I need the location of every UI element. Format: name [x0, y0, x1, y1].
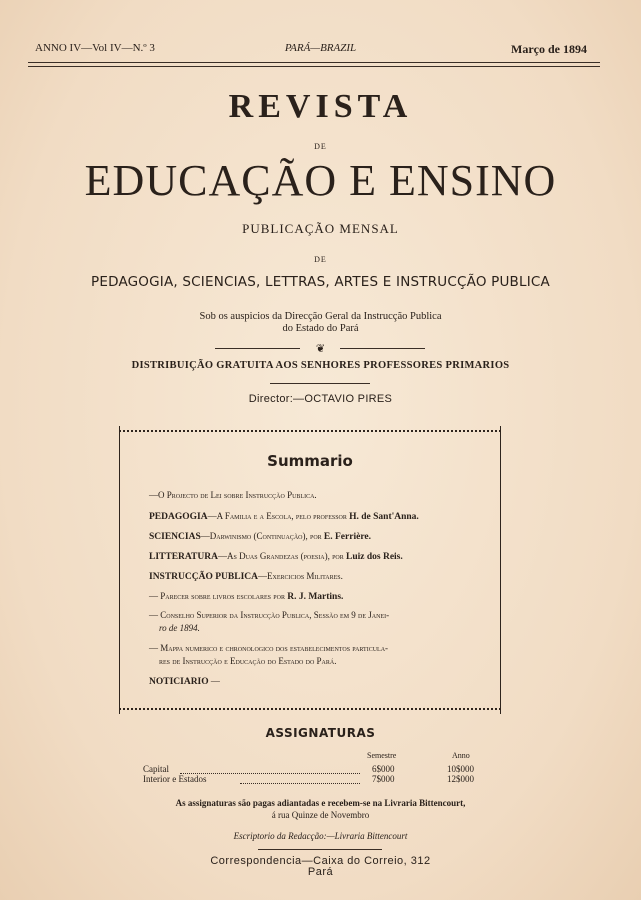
summary-item: NOTICIARIO — — [149, 676, 220, 687]
issue-info: ANNO IV—Vol IV—N.º 3 — [35, 42, 155, 54]
summary-title: Summario — [267, 452, 353, 470]
distribution-notice: DISTRIBUIÇÃO GRATUITA AOS SENHORES PROFESSORES PRIMARIOS — [131, 360, 510, 371]
price-row-place: Capital — [143, 764, 169, 774]
ornament-icon: ❦ — [315, 342, 326, 355]
price-year: 12$000 — [447, 774, 474, 784]
header-rule-bottom — [28, 66, 600, 67]
summary-item: INSTRUCÇÃO PUBLICA—Exercicios Militares. — [149, 571, 343, 582]
title-revista: REVISTA — [228, 88, 413, 125]
ornament-rule-right — [340, 348, 425, 349]
price-year: 10$000 — [447, 764, 474, 774]
price-semester: 7$000 — [372, 774, 395, 784]
price-row-leader — [180, 773, 360, 774]
summary-item: PEDAGOGIA—A Familia e a Escola, pelo professor H. de Sant'Anna. — [149, 511, 419, 522]
col-semester: Semestre — [367, 751, 397, 760]
de-connector-2: DE — [314, 255, 327, 264]
distribution-rule — [270, 383, 370, 384]
title-educacao-ensino: EDUCAÇÃO E ENSINO — [84, 156, 557, 205]
subscription-note-2: á rua Quinze de Novembro — [271, 810, 370, 820]
summary-item: —O Projecto de Lei sobre Instrucção Publica. — [149, 490, 317, 500]
office-rule — [258, 849, 382, 850]
header-rule-top — [28, 62, 600, 63]
subjects-line: PEDAGOGIA, SCIENCIAS, LETTRAS, ARTES E INSTRUCÇÃO PUBLICA — [91, 274, 550, 290]
price-semester: 6$000 — [372, 764, 395, 774]
location: PARÁ—BRAZIL — [284, 42, 357, 54]
summary-item: — Mappa numerico e chronologico dos estabelecimentos particula- — [149, 643, 389, 653]
editorial-office: Escriptorio da Redacção:—Livraria Bittencourt — [233, 831, 408, 841]
summary-item: ro de 1894. — [159, 623, 200, 633]
auspices-line-2: do Estado do Pará — [282, 323, 359, 334]
price-row-place: Interior e Estados — [143, 774, 207, 784]
correspondence-line-1: Correspondencia—Caixa do Correio, 312 — [210, 855, 431, 867]
price-row-leader — [240, 783, 360, 784]
de-connector-1: DE — [314, 142, 327, 151]
subscription-note-1: As assignaturas são pagas adiantadas e recebem-se na Livraria Bittencourt, — [175, 798, 466, 808]
summary-item: res de Instrucção e Educação do Estado do Pará. — [159, 656, 337, 666]
summary-item: — Conselho Superior da Instrucção Publica, Sessão em 9 de Janei- — [149, 610, 390, 620]
auspices-line-1: Sob os auspicios da Direcção Geral da Instrucção Publica — [199, 311, 442, 322]
publication-type: PUBLICAÇÃO MENSAL — [242, 221, 399, 236]
summary-item: SCIENCIAS—Darwinismo (Continuação), por E. Ferrière. — [149, 531, 371, 542]
correspondence-line-2: Pará — [307, 866, 334, 878]
issue-date: Março de 1894 — [511, 42, 587, 56]
director-line: Director:—OCTAVIO PIRES — [248, 393, 393, 405]
summary-box — [119, 430, 501, 710]
summary-item: — Parecer sobre livros escolares por R. J. Martins. — [149, 591, 344, 602]
col-year: Anno — [452, 751, 470, 760]
subscriptions-title: ASSIGNATURAS — [265, 726, 376, 740]
summary-item: LITTERATURA—As Duas Grandezas (poesia), por Luiz dos Reis. — [149, 551, 403, 562]
